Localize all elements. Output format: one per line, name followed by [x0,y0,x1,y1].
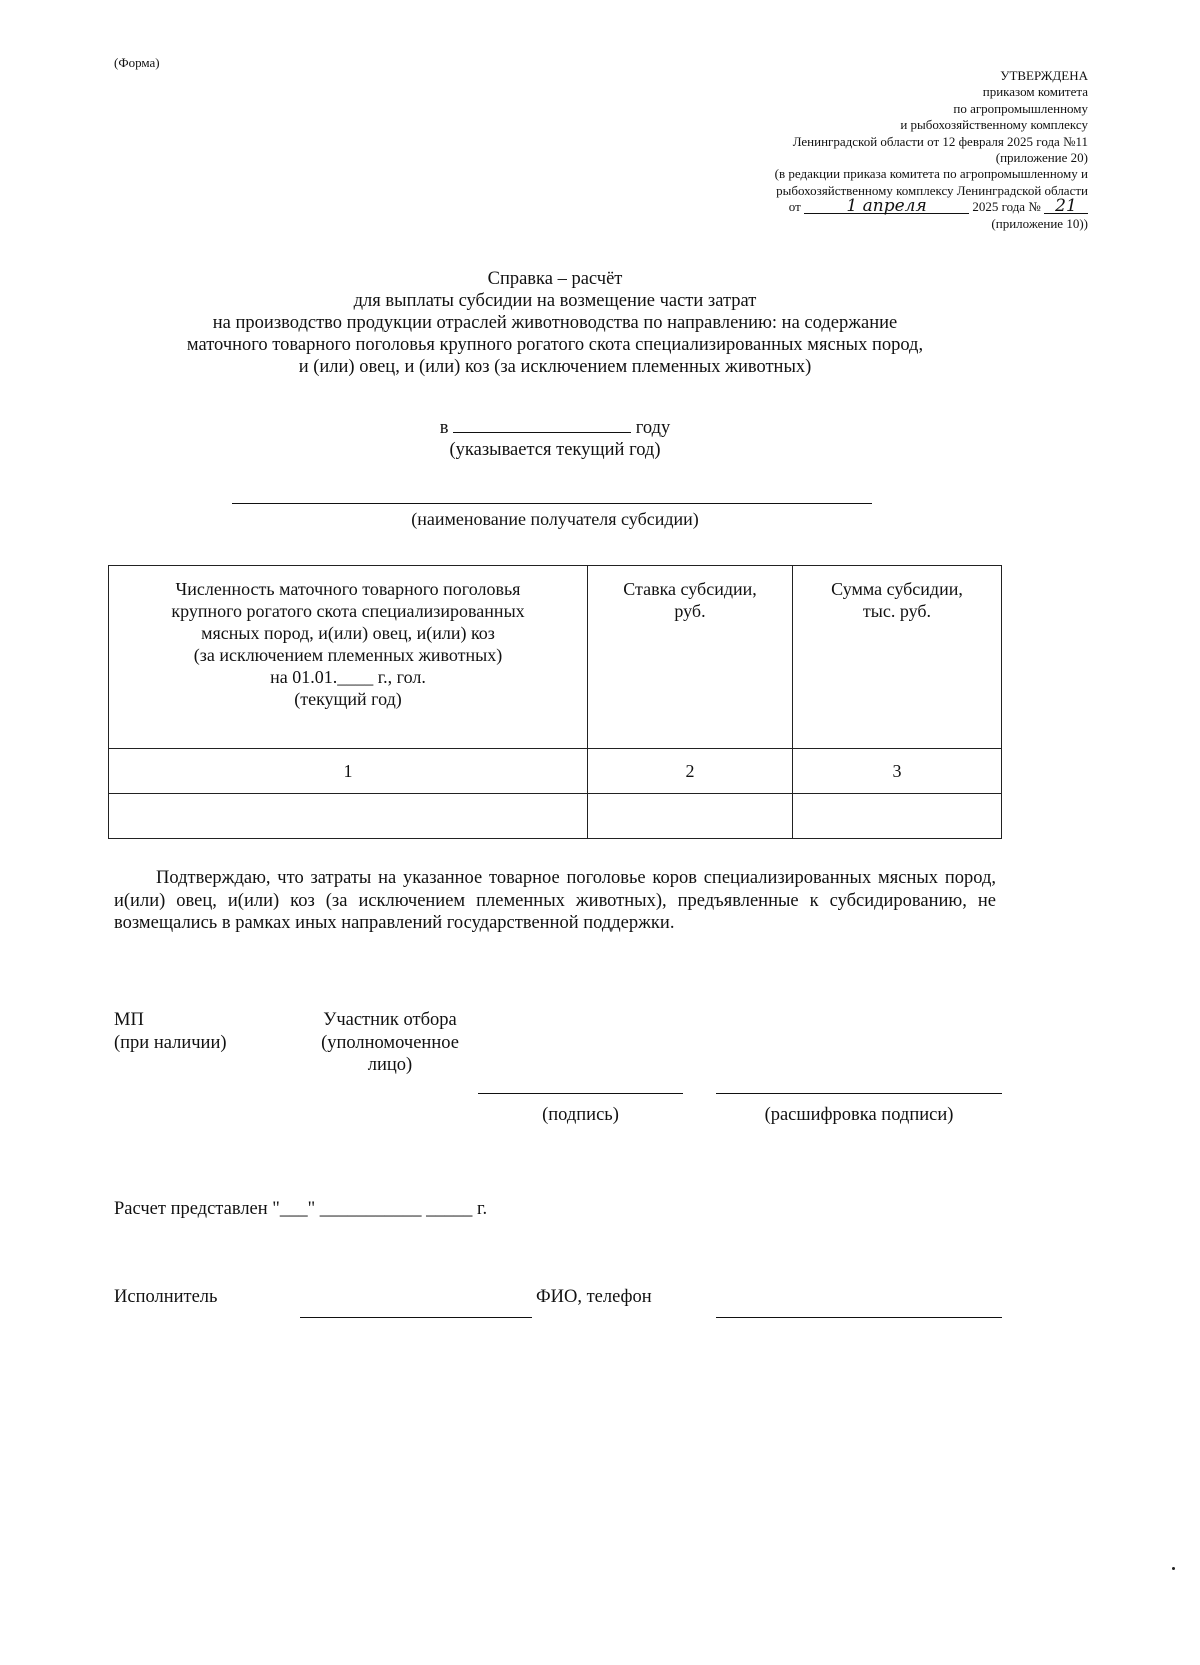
executor-field[interactable] [300,1317,532,1318]
title-line-5: и (или) овец, и (или) коз (за исключением племенных животных) [298,357,812,377]
year-block [100,414,1010,461]
calculation-table [108,565,1002,839]
approval-date-prefix: от [788,199,801,215]
approval-line-5: (приложение 20) [995,150,1088,166]
signature-decoding-field[interactable] [716,1093,1002,1094]
year-suffix: году [635,418,671,438]
approval-line-4: Ленинградской области от 12 февраля 2025 года №11 [792,133,1088,149]
scan-speck [1172,1567,1175,1570]
stamp-label [114,1009,227,1054]
handwritten-number: 21 [1044,199,1088,214]
year-field[interactable] [453,414,631,433]
title-line-1: Справка – расчёт [487,269,623,289]
participant-line-1: Участник отбора [323,1010,457,1030]
document-title [100,268,1010,378]
stamp-label-line-1: МП [114,1010,144,1030]
cell-subsidy-rate[interactable] [588,794,793,839]
header-3-line-1: Сумма субсидии, [831,579,963,599]
column-number-3: 3 [793,749,1002,794]
executor-label: Исполнитель [114,1287,218,1307]
confirmation-text: Подтверждаю, что затраты на указанное товарное поголовье коров специализированных мясных пород, и(или) овец, и(или) коз (за исключением племенных животных), предъявленные к субсидированию, не возмещались в рамках иных направлений государственной поддержки. [114,868,996,933]
executor-contact-field[interactable] [716,1317,1002,1318]
header-subsidy-amount [793,566,1002,749]
column-number-1: 1 [109,749,588,794]
calculation-submitted-line: Расчет представлен "___" ___________ _____ г. [114,1199,488,1219]
year-caption: (указывается текущий год) [449,440,661,460]
recipient-name-field[interactable] [232,503,872,504]
cell-livestock-count[interactable] [109,794,588,839]
header-1-line-2: крупного рогатого скота специализированных [171,601,525,621]
approval-number-prefix: № [1028,199,1041,215]
participant-label [300,1009,480,1077]
executor-contact-label: ФИО, телефон [536,1287,652,1307]
column-number-2: 2 [588,749,793,794]
approval-line-2: по агропромышленному [953,100,1088,116]
participant-line-2: (уполномоченное [321,1032,459,1053]
title-line-3: на производство продукции отраслей животноводства по направлению: на содержание [212,313,898,333]
header-1-line-1: Численность маточного товарного поголовья [175,579,521,599]
approval-line-9: (приложение 10)) [991,215,1088,231]
approval-line-7: рыбохозяйственному комплексу Ленинградской области [776,182,1088,198]
column-number-row [109,749,1002,794]
header-1-line-3: мясных пород, и(или) овец, и(или) коз [201,623,495,643]
handwritten-date: 1 апреля [804,199,969,214]
approval-block [668,68,1088,232]
signature-field[interactable] [478,1093,683,1094]
header-2-line-1: Ставка субсидии, [623,579,757,599]
header-2-line-2: руб. [674,601,706,621]
approval-year: 2025 года [972,199,1026,215]
approval-line-3: и рыбохозяйственному комплексу [900,117,1088,133]
approval-line-1: приказом комитета [982,84,1088,100]
stamp-label-line-2: (при наличии) [114,1032,227,1053]
cell-subsidy-amount[interactable] [793,794,1002,839]
table-header-row [109,566,1002,749]
signature-decoding-caption: (расшифровка подписи) [764,1105,954,1125]
form-label: (Форма) [114,55,160,70]
header-3-line-2: тыс. руб. [862,601,932,621]
title-line-4: маточного товарного поголовья крупного рогатого скота специализированных мясных пород, [186,335,924,355]
header-1-line-4: (за исключением племенных животных) [193,645,503,665]
recipient-caption: (наименование получателя субсидии) [411,509,699,529]
title-line-2: для выплаты субсидии на возмещение части затрат [353,291,757,311]
signature-caption: (подпись) [542,1105,619,1125]
participant-line-3: лицо) [367,1055,413,1075]
approval-title: УТВЕРЖДЕНА [1000,68,1088,83]
approval-date-line [668,196,1088,217]
header-subsidy-rate [588,566,793,749]
table-row [109,794,1002,839]
header-livestock-count [109,566,588,749]
approval-line-6: (в редакции приказа комитета по агропромышленному и [774,166,1088,182]
header-1-line-5: на 01.01.____ г., гол. [270,667,426,687]
year-prefix: в [439,418,449,438]
header-1-line-6: (текущий год) [294,689,402,709]
